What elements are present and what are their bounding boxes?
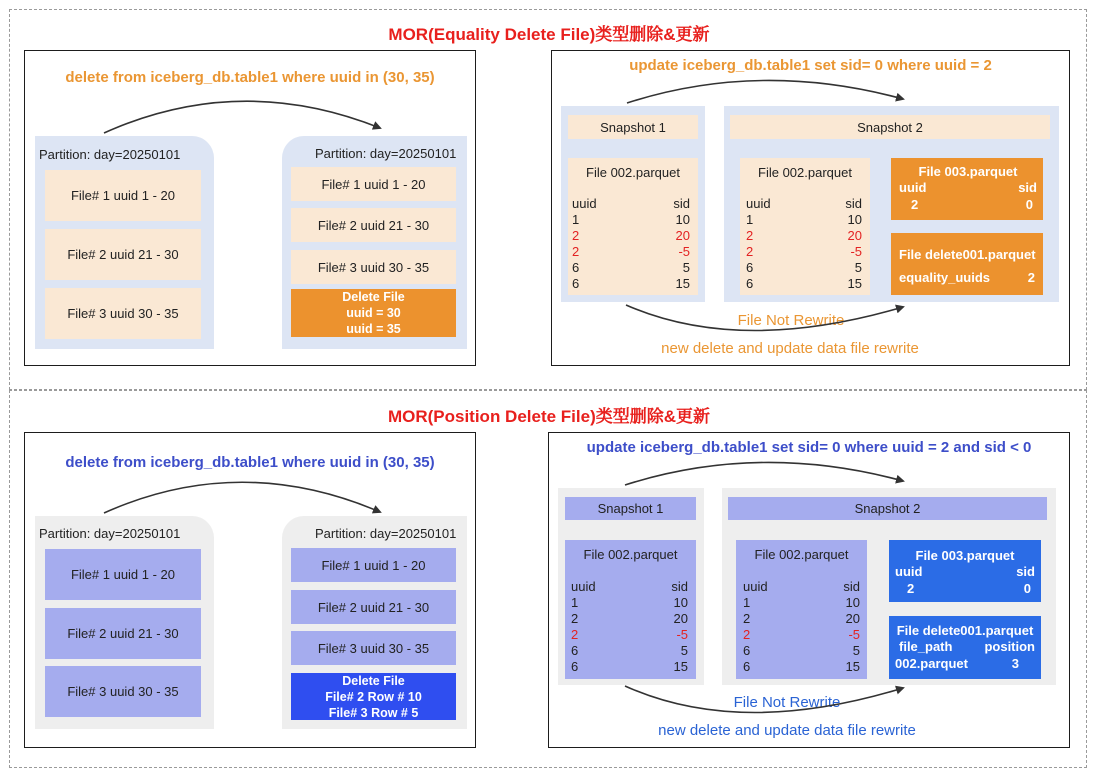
equality-section-title: MOR(Equality Delete File)类型删除&更新 [388,25,710,44]
table-row: 6 5 [572,260,690,275]
position-file003-title: File 003.parquet [915,548,1015,563]
equality-after-file-3: File# 3 uuid 30 - 35 [291,250,456,284]
equality-before-file-2: File# 2 uuid 21 - 30 [45,229,201,280]
equality-update-arrow-bottom [626,305,903,331]
table-row: 6 5 [743,643,860,658]
position-not-rewrite: File Not Rewrite [733,694,841,711]
position-snapshot2-label: Snapshot 2 [728,497,1047,520]
position-update-arrow-bottom [625,686,903,713]
position-delete-file-line-2: File# 3 Row # 5 [328,705,419,720]
position-update-arrow-top [625,462,903,485]
equality-delete-file-line-1: uuid = 30 [346,306,401,320]
table-header: uuid sid [571,579,688,594]
table-row: 6 5 [746,260,862,275]
equality-delete001-row: equality_uuids 2 [899,270,1035,285]
position-delete-sql: delete from iceberg_db.table1 where uuid in (30, 35) [65,454,435,471]
position-after-file-3: File# 3 uuid 30 - 35 [291,631,456,665]
position-update-sql: update iceberg_db.table1 set sid= 0 where uuid = 2 and sid < 0 [586,439,1032,456]
position-before-file-1: File# 1 uuid 1 - 20 [45,549,201,600]
equality-before-partition-label: Partition: day=20250101 [39,147,181,162]
position-after-file-1: File# 1 uuid 1 - 20 [291,548,456,582]
position-before-file-3: File# 3 uuid 30 - 35 [45,666,201,717]
equality-update-arrow-top [627,80,903,103]
table-row: 2 20 [746,228,862,243]
position-rewrite-note: new delete and update data file rewrite [658,722,916,739]
table-row: 6 15 [572,276,690,291]
equality-snapshot1-file-title: File 002.parquet [586,165,680,180]
table-header: uuid sid [572,196,690,211]
equality-file003-row: 2 0 [911,197,1033,212]
table-row: 2 20 [743,611,860,626]
position-delete-arrow [104,482,380,513]
equality-before-file-1: File# 1 uuid 1 - 20 [45,170,201,221]
equality-after-partition-label: Partition: day=20250101 [315,146,457,161]
table-row: 1 10 [572,212,690,227]
table-row: 2 20 [572,228,690,243]
position-after-file-2: File# 2 uuid 21 - 30 [291,590,456,624]
equality-after-file-2: File# 2 uuid 21 - 30 [291,208,456,242]
table-row: 6 5 [571,643,688,658]
equality-delete-file-title: Delete File [342,290,405,304]
position-file003-row: 2 0 [907,581,1031,596]
position-snapshot1-file-title: File 002.parquet [583,547,678,562]
table-row: 1 10 [746,212,862,227]
equality-delete-arrow [104,101,380,133]
position-file003-header: uuid sid [895,564,1035,579]
table-row: 6 15 [571,659,688,674]
table-row: 2 -5 [746,244,862,259]
position-delete-file-title: Delete File [342,673,405,688]
position-before-partition-label: Partition: day=20250101 [39,526,181,541]
position-snapshot1-label: Snapshot 1 [565,497,696,520]
table-row: 2 -5 [743,627,860,642]
position-delete001-title: File delete001.parquet [896,623,1034,638]
equality-after-file-1: File# 1 uuid 1 - 20 [291,167,456,201]
position-after-partition-label: Partition: day=20250101 [315,526,457,541]
position-before-file-2: File# 2 uuid 21 - 30 [45,608,201,659]
table-row: 2 20 [571,611,688,626]
equality-before-file-3: File# 3 uuid 30 - 35 [45,288,201,339]
table-header: uuid sid [746,196,862,211]
equality-not-rewrite: File Not Rewrite [737,312,845,329]
table-row: 1 10 [571,595,688,610]
table-row: 2 -5 [572,244,690,259]
position-snapshot2-file-title: File 002.parquet [754,547,849,562]
table-row: 1 10 [743,595,860,610]
position-section-title: MOR(Position Delete File)类型删除&更新 [387,407,711,426]
equality-delete-file-line-2: uuid = 35 [346,322,401,336]
equality-snapshot1-label: Snapshot 1 [568,115,698,139]
equality-rewrite-note: new delete and update data file rewrite [661,340,919,357]
equality-delete001-title: File delete001.parquet [899,247,1036,262]
position-delete001-header: file_path position [899,639,1035,654]
equality-snapshot2-label: Snapshot 2 [730,115,1050,139]
table-row: 2 -5 [571,627,688,642]
table-row: 6 15 [746,276,862,291]
position-delete001-row: 002.parquet 3 [895,656,1019,671]
equality-file003-header: uuid sid [899,180,1037,195]
equality-delete-sql: delete from iceberg_db.table1 where uuid in (30, 35) [65,69,435,86]
position-delete-file-line-1: File# 2 Row # 10 [325,689,422,704]
equality-update-sql: update iceberg_db.table1 set sid= 0 where uuid = 2 [629,57,992,74]
equality-snapshot2-file-title: File 002.parquet [758,165,852,180]
equality-file003-title: File 003.parquet [918,164,1018,179]
table-header: uuid sid [743,579,860,594]
table-row: 6 15 [743,659,860,674]
